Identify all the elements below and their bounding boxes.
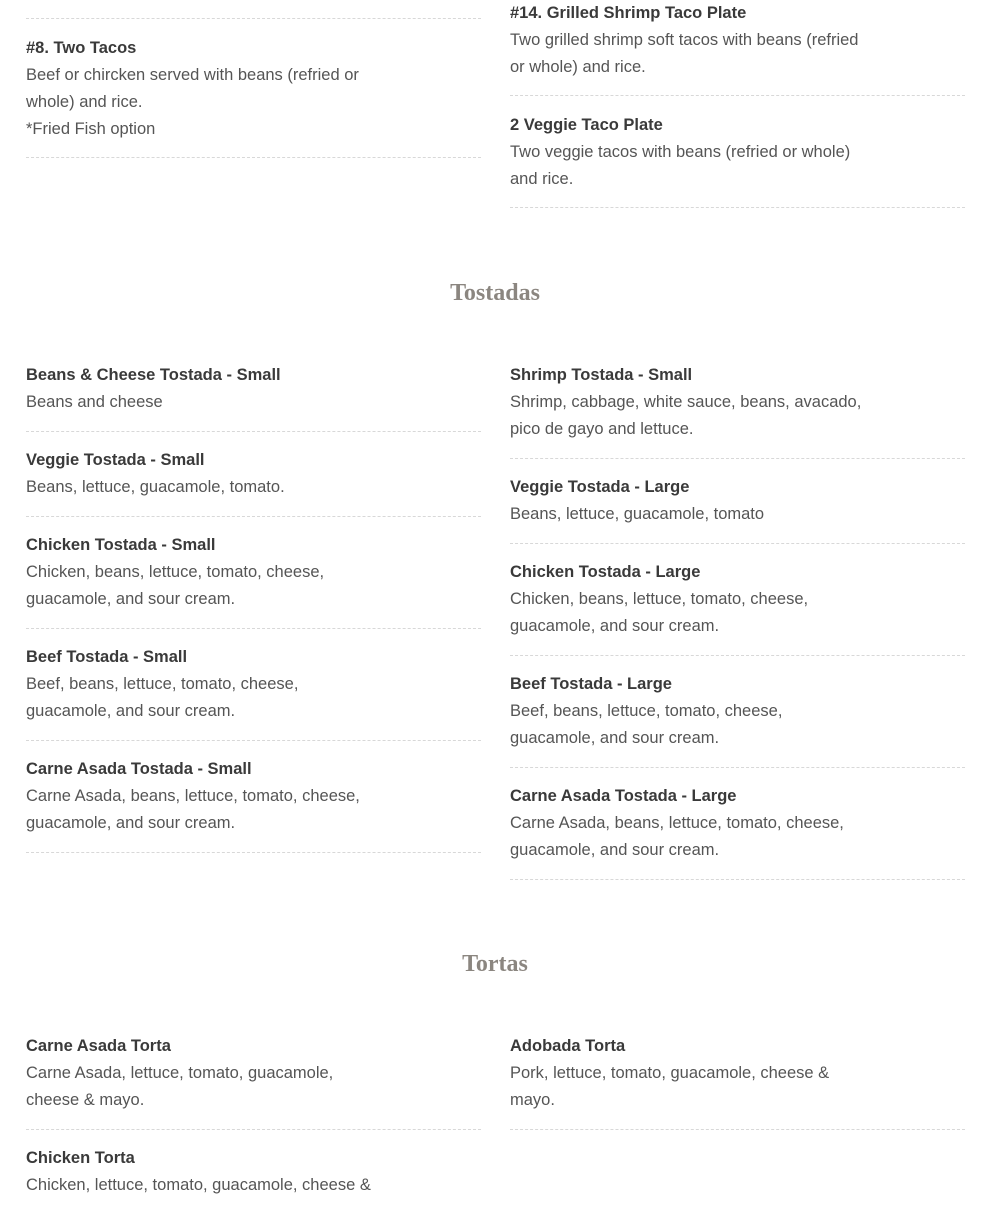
section-title-tortas: Tortas [462, 951, 528, 977]
menu-item[interactable] [510, 96, 965, 208]
menu-item[interactable] [510, 1033, 965, 1130]
menu-item-description: Two grilled shrimp soft tacos with beans (refried or whole) and rice. [510, 31, 859, 76]
menu-item-description: Two veggie tacos with beans (refried or whole) and rice. [510, 143, 851, 188]
menu-item-name: Beans & Cheese Tostada - Small [26, 366, 281, 384]
menu-item[interactable] [510, 459, 965, 544]
menu-item-name: Shrimp Tostada - Small [510, 366, 693, 384]
menu-item-name: Chicken Tostada - Large [510, 563, 701, 581]
menu-item[interactable] [26, 629, 481, 741]
menu-item-description: Pork, lettuce, tomato, guacamole, cheese & mayo. [510, 1064, 830, 1109]
menu-item-description: Chicken, beans, lettuce, tomato, cheese, guacamole, and sour cream. [510, 590, 809, 635]
menu-item-name: Carne Asada Torta [26, 1037, 171, 1055]
menu-item-name: 2 Veggie Taco Plate [510, 116, 663, 134]
menu-item-name: Adobada Torta [510, 1037, 626, 1055]
menu-item-description: Beef or chircken served with beans (refried or whole) and rice. [26, 66, 359, 111]
menu-item[interactable] [26, 362, 481, 432]
tortas-left-column [26, 1033, 481, 1199]
menu-item[interactable] [26, 1130, 481, 1199]
menu-item[interactable] [510, 0, 965, 96]
menu-item-description: Carne Asada, beans, lettuce, tomato, cheese, guacamole, and sour cream. [510, 814, 844, 859]
menu-item[interactable] [26, 1033, 481, 1130]
menu-item-description: Carne Asada, beans, lettuce, tomato, cheese, guacamole, and sour cream. [26, 787, 360, 832]
tortas-right-column [510, 1033, 965, 1130]
menu-item-name: Veggie Tostada - Large [510, 478, 690, 496]
menu-item-name: Carne Asada Tostada - Small [26, 760, 252, 778]
menu-item-note: *Fried Fish option [26, 120, 156, 138]
menu-item[interactable] [26, 432, 481, 517]
menu-item[interactable] [510, 362, 965, 459]
top-divider-left [26, 18, 481, 19]
menu-item-name: Chicken Torta [26, 1149, 135, 1167]
menu-item-name: #8. Two Tacos [26, 39, 137, 57]
section-title-tostadas: Tostadas [450, 280, 540, 306]
menu-item[interactable] [510, 544, 965, 656]
tacos-left-column [26, 35, 481, 158]
menu-item[interactable] [510, 768, 965, 880]
menu-item-description: Chicken, lettuce, tomato, guacamole, cheese & [26, 1176, 371, 1194]
tostadas-left-column [26, 362, 481, 853]
menu-item-description: Beef, beans, lettuce, tomato, cheese, guacamole, and sour cream. [26, 675, 299, 720]
menu-item-description: Shrimp, cabbage, white sauce, beans, avacado, pico de gayo and lettuce. [510, 393, 862, 438]
menu-item-name: Carne Asada Tostada - Large [510, 787, 737, 805]
menu-item-name: Beef Tostada - Small [26, 648, 188, 666]
menu-item-name: Beef Tostada - Large [510, 675, 672, 693]
tostadas-right-column [510, 362, 965, 880]
menu-item-description: Carne Asada, lettuce, tomato, guacamole, cheese & mayo. [26, 1064, 334, 1109]
menu-item[interactable] [510, 656, 965, 768]
menu-item-description: Beef, beans, lettuce, tomato, cheese, guacamole, and sour cream. [510, 702, 783, 747]
menu-item[interactable] [26, 741, 481, 853]
menu-item-description: Beans and cheese [26, 393, 163, 411]
menu-item-description: Beans, lettuce, guacamole, tomato. [26, 478, 285, 496]
menu-item-description: Beans, lettuce, guacamole, tomato [510, 505, 765, 523]
menu-item-name: #14. Grilled Shrimp Taco Plate [510, 4, 747, 22]
menu-item[interactable] [26, 517, 481, 629]
menu-item-description: Chicken, beans, lettuce, tomato, cheese, guacamole, and sour cream. [26, 563, 325, 608]
menu-item[interactable] [26, 35, 481, 158]
menu-item-name: Chicken Tostada - Small [26, 536, 216, 554]
tacos-right-column [510, 0, 965, 208]
menu-item-name: Veggie Tostada - Small [26, 451, 205, 469]
